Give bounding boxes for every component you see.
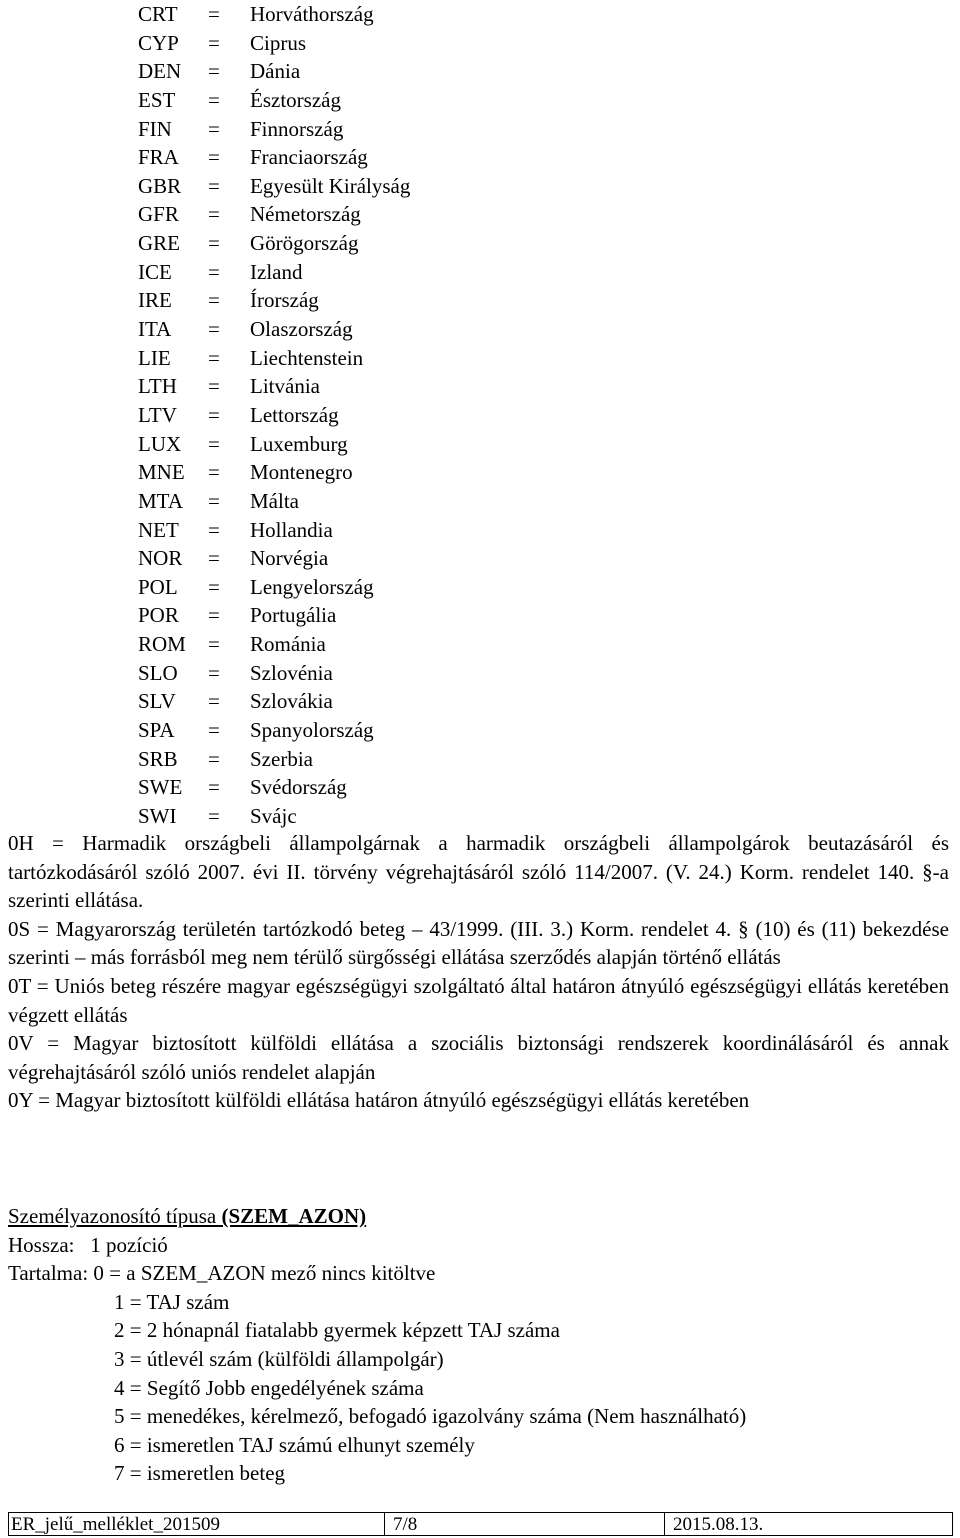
country-code: LTV — [138, 402, 177, 427]
equals-sign: = — [208, 460, 220, 485]
country-name: Liechtenstein — [250, 345, 364, 370]
equals-sign: = — [208, 689, 220, 714]
equals-sign: = — [208, 546, 220, 571]
country-name: Szlovénia — [250, 660, 333, 685]
szem-azon-section — [8, 1202, 746, 1488]
note-0s: 0S = Magyarország területén tartózkodó beteg – 43/1999. (III. 3.) Korm. rendelet 4. § (10) és (11) bekezdése szerinti – más forrásból meg nem térülő sürgősségi ellátása szerződés alapján történő ellátás — [8, 916, 949, 970]
country-code: POL — [138, 574, 178, 599]
equals-sign: = — [208, 374, 220, 399]
equals-sign: = — [208, 803, 220, 828]
country-code: GBR — [138, 173, 182, 198]
country-code: ICE — [138, 259, 172, 284]
country-name: Észtország — [250, 87, 341, 112]
country-name: Írország — [250, 288, 319, 313]
szem-azon-option: 2 = 2 hónapnál fiatalabb gyermek képzett TAJ száma — [114, 1318, 560, 1343]
page-footer — [8, 1512, 953, 1536]
szem-azon-length: Hossza: 1 pozíció — [8, 1232, 168, 1257]
country-code: CRT — [138, 2, 178, 26]
country-code: SLO — [138, 660, 178, 685]
equals-sign: = — [208, 775, 220, 800]
country-name: Lengyelország — [250, 574, 374, 599]
country-code: FIN — [138, 116, 172, 141]
country-name: Svédország — [250, 775, 347, 800]
equals-sign: = — [208, 345, 220, 370]
szem-azon-content: Tartalma: 0 = a SZEM_AZON mező nincs kitöltve — [8, 1261, 436, 1286]
country-code: NOR — [138, 546, 183, 571]
country-code: FRA — [138, 145, 179, 170]
country-code: LIE — [138, 345, 171, 370]
note-0y: 0Y = Magyar biztosított külföldi ellátása határon átnyúló egészségügyi ellátás keretében — [8, 1088, 750, 1113]
szem-azon-option: 6 = ismeretlen TAJ számú elhunyt személy — [114, 1432, 475, 1457]
country-code: EST — [138, 87, 176, 112]
note-0h: 0H = Harmadik országbeli állampolgárnak a harmadik országbeli állampolgárok beutazásáról és tartózkodásáról szóló 2007. évi II. törvény végrehajtásáról szóló 114/2007. (V. 24.) Korm. rendelet 140. §-a szerinti ellátása. — [8, 831, 949, 913]
country-code: POR — [138, 603, 179, 628]
country-name: Szerbia — [250, 746, 313, 771]
szem-azon-title — [8, 1202, 746, 1231]
country-name: Hollandia — [250, 517, 333, 542]
note-0t: 0T = Uniós beteg részére magyar egészségügyi szolgáltató által határon átnyúló egészségügyi ellátás keretében végzett ellátás — [8, 973, 949, 1027]
country-name: Olaszország — [250, 317, 353, 342]
country-name: Franciaország — [250, 145, 368, 170]
country-name: Montenegro — [250, 460, 353, 485]
country-code: DEN — [138, 59, 182, 84]
country-code: LUX — [138, 431, 182, 456]
country-code: GFR — [138, 202, 179, 227]
country-name: Dánia — [250, 59, 301, 84]
equals-sign: = — [208, 2, 220, 26]
country-name: Lettország — [250, 402, 339, 427]
country-name: Egyesült Királyság — [250, 173, 411, 198]
szem-azon-option: 5 = menedékes, kérelmező, befogadó igazolvány száma (Nem használható) — [114, 1404, 747, 1429]
szem-azon-option: 3 = útlevél szám (külföldi állampolgár) — [114, 1346, 444, 1371]
footer-date: 2015.08.13. — [673, 1514, 764, 1535]
country-name: Málta — [250, 488, 299, 513]
equals-sign: = — [208, 574, 220, 599]
equals-sign: = — [208, 660, 220, 685]
country-code: LTH — [138, 374, 177, 399]
equals-sign: = — [208, 173, 220, 198]
equals-sign: = — [208, 517, 220, 542]
country-code: CYP — [138, 30, 179, 55]
country-code: SPA — [138, 718, 175, 743]
country-name: Litvánia — [250, 374, 320, 399]
country-name: Szlovákia — [250, 689, 333, 714]
szem-azon-option: 1 = TAJ szám — [114, 1289, 230, 1314]
country-code: SWI — [138, 803, 177, 828]
equals-sign: = — [208, 116, 220, 141]
footer-page-number: 7/8 — [385, 1513, 665, 1535]
equals-sign: = — [208, 259, 220, 284]
country-name: Ciprus — [250, 30, 307, 55]
country-code: IRE — [138, 288, 172, 313]
notes-section — [8, 829, 949, 1115]
equals-sign: = — [208, 488, 220, 513]
country-name: Görögország — [250, 231, 359, 256]
country-name: Portugália — [250, 603, 337, 628]
country-code: MNE — [138, 460, 185, 485]
szem-azon-option: 4 = Segítő Jobb engedélyének száma — [114, 1375, 424, 1400]
country-name: Románia — [250, 632, 326, 657]
equals-sign: = — [208, 603, 220, 628]
country-name: Spanyolország — [250, 718, 374, 743]
country-code: NET — [138, 517, 179, 542]
szem-azon-title-text: Személyazonosító típusa — [8, 1204, 222, 1228]
szem-azon-title-code: (SZEM_AZON) — [221, 1204, 367, 1228]
equals-sign: = — [208, 632, 220, 657]
equals-sign: = — [208, 718, 220, 743]
country-name: Svájc — [250, 803, 297, 828]
country-code: ROM — [138, 632, 186, 657]
country-name: Luxemburg — [250, 431, 348, 456]
equals-sign: = — [208, 145, 220, 170]
country-name: Finnország — [250, 116, 344, 141]
equals-sign: = — [208, 402, 220, 427]
country-code: ITA — [138, 317, 172, 342]
equals-sign: = — [208, 231, 220, 256]
country-code: SWE — [138, 775, 183, 800]
equals-sign: = — [208, 431, 220, 456]
equals-sign: = — [208, 202, 220, 227]
equals-sign: = — [208, 746, 220, 771]
country-code: GRE — [138, 231, 180, 256]
equals-sign: = — [208, 288, 220, 313]
equals-sign: = — [208, 59, 220, 84]
country-code: MTA — [138, 488, 183, 513]
country-code: SLV — [138, 689, 176, 714]
country-name: Izland — [250, 259, 303, 284]
country-code: SRB — [138, 746, 178, 771]
footer-document-name: ER_jelű_melléklet_201509 — [9, 1513, 385, 1535]
country-name: Horváthország — [250, 2, 374, 26]
equals-sign: = — [208, 87, 220, 112]
equals-sign: = — [208, 317, 220, 342]
szem-azon-option: 7 = ismeretlen beteg — [114, 1461, 286, 1486]
country-name: Norvégia — [250, 546, 329, 571]
note-0v: 0V = Magyar biztosított külföldi ellátása a szociális biztonsági rendszerek koordinálásáról és annak végrehajtásáról szóló uniós rendelet alapján — [8, 1031, 949, 1084]
country-name: Németország — [250, 202, 361, 227]
equals-sign: = — [208, 30, 220, 55]
